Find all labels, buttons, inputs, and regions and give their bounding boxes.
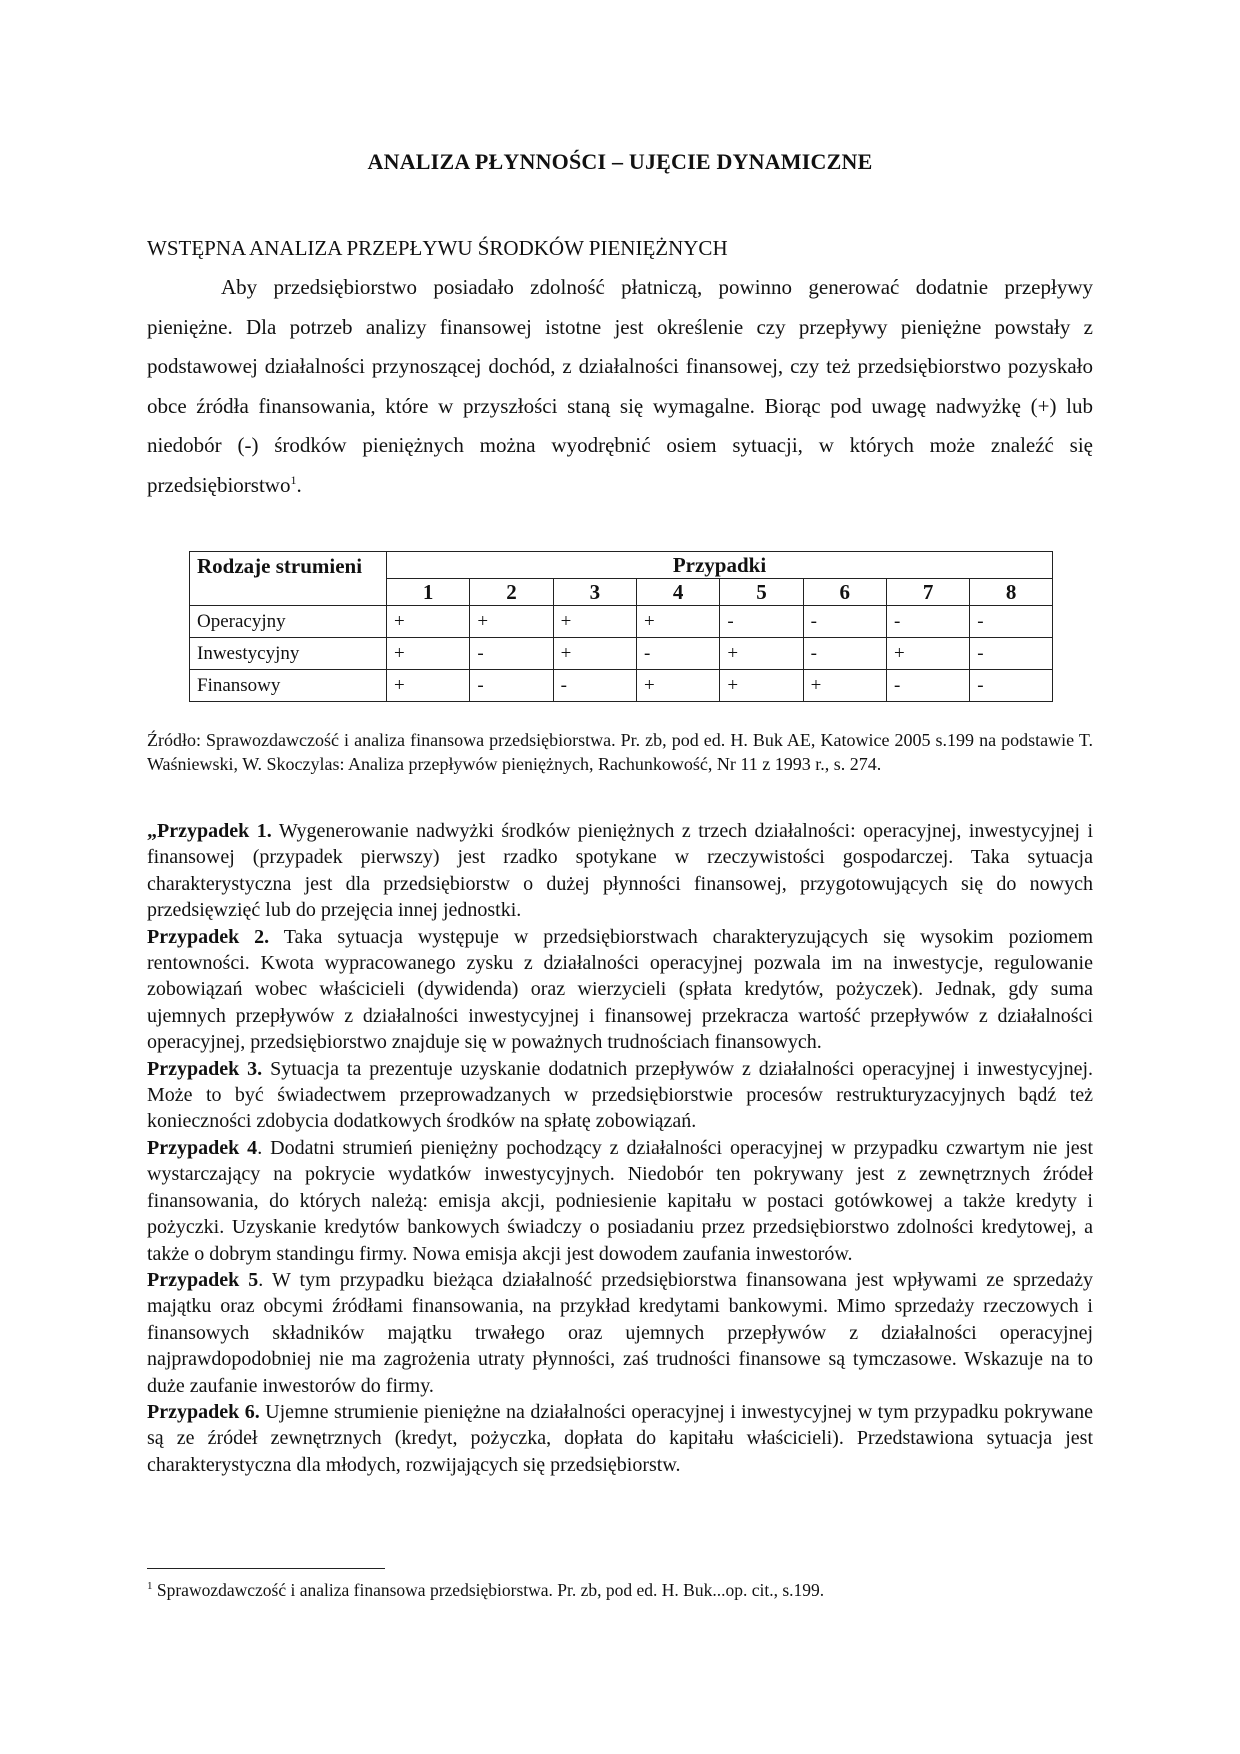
footnote-reference[interactable]: 1: [290, 472, 297, 487]
case-label: Przypadek 3.: [147, 1057, 263, 1080]
case-label: „Przypadek 1.: [147, 820, 272, 842]
case-number-header: 7: [886, 579, 969, 606]
table-cell: -: [803, 638, 886, 670]
footnote: [147, 1580, 1093, 1601]
case-label: Przypadek 6.: [147, 1400, 260, 1423]
table-source-note: Źródło: Sprawozdawczość i analiza finansowa przedsiębiorstwa. Pr. zb, pod ed. H. Buk AE, Katowice 2005 s.199 na podstawie T. Waśniewski, W. Skoczylas: Analiza przepływów pieniężnych, Rachunkowość, Nr 11 z 1993 r., s. 274.: [147, 730, 1093, 774]
case-number-header: 4: [636, 579, 719, 606]
case-label: Przypadek 4: [147, 1136, 258, 1159]
table-cell: -: [886, 670, 969, 702]
footnote-separator: [147, 1568, 385, 1569]
table-cell: +: [636, 606, 719, 638]
table-cell: -: [470, 670, 553, 702]
table-cell: -: [970, 606, 1053, 638]
table-row: [190, 606, 1053, 638]
table-cell: -: [636, 638, 719, 670]
table-cell: -: [720, 606, 803, 638]
table-cell: -: [553, 670, 636, 702]
table-cell: -: [803, 606, 886, 638]
table-cell: +: [387, 638, 470, 670]
footnote-number: 1: [147, 1580, 153, 1593]
table-cell: -: [970, 638, 1053, 670]
intro-text: Aby przedsiębiorstwo posiadało zdolność płatniczą, powinno generować dodatnie przepływy pieniężne. Dla potrzeb analizy finansowej istotne jest określenie czy przepływy pieniężne powstały z podstawowej działalności przynoszącej dochód, z działalności finansowej, czy też przedsiębiorstwo pozyskało obce źródła finansowania, które w przyszłości staną się wymagalne. Biorąc pod uwagę nadwyżkę (+) lub niedobór (-) środków pieniężnych można wyodrębnić osiem sytuacji, w których może znaleźć się przedsiębiorstwo: [147, 275, 1093, 497]
case-paragraph: [147, 818, 1093, 924]
case-label: Przypadek 2.: [147, 925, 270, 948]
case-number-header: 2: [470, 579, 553, 606]
table-cell: +: [720, 638, 803, 670]
case-paragraph: [147, 1056, 1093, 1135]
intro-end: .: [296, 472, 302, 497]
case-text: Taka sytuacja występuje w przedsiębiorstwach charakteryzujących się wysokim poziomem rentowności. Kwota wypracowanego zysku z działalności operacyjnej pozwala im na inwestycje, regulowanie zobowiązań wobec właścicieli (dywidenda) oraz wierzycieli (spłata kredytów, pożyczek). Jednak, gdy suma ujemnych przepływów z działalności inwestycyjnej i finansowej przekracza wartość przepływów z działalności operacyjnej, przedsiębiorstwo znajduje się w poważnych trudnościach finansowych.: [147, 925, 1093, 1054]
case-paragraph: [147, 1135, 1093, 1267]
stream-type-label: Operacyjny: [190, 606, 387, 638]
cash-flow-cases-table: [189, 551, 1053, 702]
table-cell: -: [886, 606, 969, 638]
table-row-header: Rodzaje strumieni: [190, 552, 387, 606]
case-number-header: 1: [387, 579, 470, 606]
case-text: Sytuacja ta prezentuje uzyskanie dodatnich przepływów z działalności operacyjnej i inwestycyjnej. Może to być świadectwem przeprowadzanych w przedsiębiorstwie procesów restrukturyzacyjnych bądź też konieczności zdobycia dodatkowych środków na spłatę zobowiązań.: [147, 1057, 1094, 1133]
case-number-header: 6: [803, 579, 886, 606]
table-cell: +: [636, 670, 719, 702]
cases-description: [147, 818, 1093, 1478]
case-text: . Dodatni strumień pieniężny pochodzący z działalności operacyjnej w przypadku czwartym nie jest wystarczający na pokrycie wydatków inwestycyjnych. Niedobór ten pokrywany jest z zewnętrznych źródeł finansowania, do których należą: emisja akcji, podniesienie kapitału w postaci gotówkowej a także kredyty i pożyczki. Uzyskanie kredytów bankowych świadczy o posiadaniu przez przedsiębiorstwo zdolności kredytowej, a także o dobrym standingu firmy. Nowa emisja akcji jest dowodem zaufania inwestorów.: [147, 1136, 1094, 1265]
table-cell: +: [720, 670, 803, 702]
case-text: . W tym przypadku bieżąca działalność przedsiębiorstwa finansowana jest wpływami ze sprzedaży majątku oraz obcymi źródłami finansowania, na przykład kredytami bankowymi. Mimo sprzedaży rzeczowych i finansowych składników majątku trwałego oraz ujemnych przepływów z działalności operacyjnej najprawdopodobniej nie ma zagrożenia utraty płynności, zaś trudności finansowe są tymczasowe. Wskazuje na to duże zaufanie inwestorów do firmy.: [147, 1268, 1094, 1397]
table-cell: +: [553, 638, 636, 670]
stream-type-label: Inwestycyjny: [190, 638, 387, 670]
case-text: Ujemne strumienie pieniężne na działalności operacyjnej i inwestycyjnej w tym przypadku pokrywane są ze źródeł zewnętrznych (kredyt, pożyczka, dopłata do kapitału właścicieli). Przedstawiona sytuacja jest charakterystyczna dla młodych, rozwijających się przedsiębiorstw.: [147, 1400, 1094, 1476]
intro-paragraph: [147, 268, 1093, 505]
table-group-header: Przypadki: [387, 552, 1053, 579]
case-number-header: 3: [553, 579, 636, 606]
table-cell: -: [470, 638, 553, 670]
footnote-text: Sprawozdawczość i analiza finansowa przedsiębiorstwa. Pr. zb, pod ed. H. Buk...op. cit., s.199.: [152, 1580, 825, 1600]
table-cell: +: [553, 606, 636, 638]
document-title: ANALIZA PŁYNNOŚCI – UJĘCIE DYNAMICZNE: [367, 149, 873, 174]
case-paragraph: [147, 1267, 1093, 1399]
case-paragraph: [147, 924, 1093, 1056]
table-cell: +: [387, 670, 470, 702]
case-number-header: 5: [720, 579, 803, 606]
table-cell: -: [970, 670, 1053, 702]
table-cell: +: [886, 638, 969, 670]
table-cell: +: [387, 606, 470, 638]
case-text: Wygenerowanie nadwyżki środków pieniężnych z trzech działalności: operacyjnej, inwestycyjnej i finansowej (przypadek pierwszy) jest rzadko spotykane w rzeczywistości gospodarczej. Taka sytuacja charakterystyczna jest dla przedsiębiorstw o dużej płynności finansowej, przygotowujących się do nowych przedsięwzięć lub do przejęcia innej jednostki.: [147, 820, 1093, 922]
table-row: [190, 638, 1053, 670]
stream-type-label: Finansowy: [190, 670, 387, 702]
case-number-header: 8: [970, 579, 1053, 606]
case-paragraph: [147, 1399, 1093, 1478]
table-cell: +: [470, 606, 553, 638]
table-row: [190, 670, 1053, 702]
section-heading: WSTĘPNA ANALIZA PRZEPŁYWU ŚRODKÓW PIENIĘŻNYCH: [147, 236, 728, 260]
table-cell: +: [803, 670, 886, 702]
case-label: Przypadek 5: [147, 1268, 259, 1291]
